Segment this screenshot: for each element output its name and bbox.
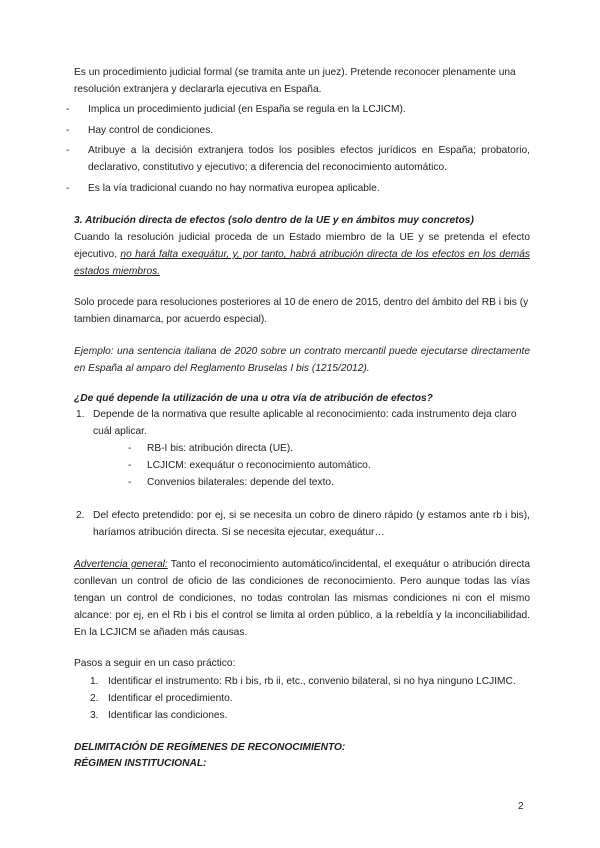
list-number: 1. [90, 676, 99, 687]
intro-bullet-3: Atribuye a la decisión extranjera todos los posibles efectos jurídicos en España; probatorio, declarativo, constitutivo y ejecutivo; a diferencia del reconocimiento automático. [88, 145, 530, 173]
intro-bullet-1: Implica un procedimiento judicial (en España se regula en la LCJICM). [88, 104, 406, 115]
sub-bullet-dash: - [128, 443, 132, 454]
page-number: 2 [518, 801, 524, 812]
question-item-2: Del efecto pretendido: por ej, si se necesita un cobro de dinero rápido (y estamos ante rb i bis), haríamos atribución directa. Si se necesita ejecutar, exequátur… [93, 510, 530, 538]
question-item-1: Depende de la normativa que resulte aplicable al reconocimiento: cada instrumento deja claro cuál aplicar. [93, 409, 517, 437]
step-item-1: Identificar el instrumento: Rb i bis, rb ii, etc., convenio bilateral, si no hya ninguno LCJIMC. [108, 676, 516, 687]
section3-heading: 3. Atribución directa de efectos (solo dentro de la UE y en ámbitos muy concretos) [74, 215, 474, 226]
intro-line-1: Es un procedimiento judicial formal (se tramita ante un juez). Pretende reconocer plenamente una [74, 67, 516, 78]
list-number: 1. [76, 409, 85, 420]
step-item-2: Identificar el procedimiento. [108, 693, 233, 704]
list-number: 3. [90, 710, 99, 721]
section3-paragraph-1 [74, 229, 530, 280]
intro-bullet-2: Hay control de condiciones. [88, 125, 214, 136]
steps-intro: Pasos a seguir en un caso práctico: [74, 658, 236, 669]
general-warning [74, 556, 530, 641]
section3-example: Ejemplo: una sentencia italiana de 2020 sobre un contrato mercantil puede ejecutarse directamente en España al amparo del Reglamento Bruselas I bis (1215/2012). [74, 346, 530, 374]
list-number: 2. [90, 693, 99, 704]
section3-p1-text: Cuando la resolución judicial proceda de un Estado miembro de la UE y se pretenda el efecto ejecutivo, [74, 232, 530, 260]
bullet-dash: - [66, 183, 70, 194]
regimes-heading: DELIMITACIÓN DE REGÍMENES DE RECONOCIMIENTO: [74, 742, 346, 753]
question-subitem-1: RB-I bis: atribución directa (UE). [147, 443, 294, 454]
step-item-3: Identificar las condiciones. [108, 710, 228, 721]
warning-label: Advertencia general: [74, 559, 168, 570]
institutional-regime-heading: RÉGIMEN INSTITUCIONAL: [74, 758, 207, 769]
bullet-dash: - [66, 125, 70, 136]
sub-bullet-dash: - [128, 477, 132, 488]
section3-p1-emphasis: no hará falta exequátur, y, por tanto, habrá atribución directa de los efectos en los demás estados miembros. [74, 249, 530, 277]
intro-line-2: resolución extranjera y declararla ejecutiva en España. [74, 84, 322, 95]
intro-bullet-4: Es la vía tradicional cuando no hay normativa europea aplicable. [88, 183, 380, 194]
bullet-dash: - [66, 104, 70, 115]
question-subitem-2: LCJICM: exequátur o reconocimiento automático. [147, 460, 371, 471]
question-heading: ¿De qué depende la utilización de una u otra vía de atribución de efectos? [74, 393, 433, 404]
question-subitem-3: Convenios bilaterales: depende del texto. [147, 477, 334, 488]
section3-paragraph-2: Solo procede para resoluciones posteriores al 10 de enero de 2015, dentro del ámbito del RB i bis (y tambien dinamarca, por acuerdo especial). [74, 297, 529, 325]
bullet-dash: - [66, 145, 70, 156]
sub-bullet-dash: - [128, 460, 132, 471]
list-number: 2. [76, 510, 85, 521]
warning-text: Tanto el reconocimiento automático/incidental, el exequátur o atribución directa conllevan un control de oficio de las condiciones de reconocimiento. Pero aunque todas las vías tengan un control de condiciones, no todas controlan las mismas condiciones ni con el mismo alcance: por ej, en el Rb i bis el control se limita al orden público, a la rebeldía y la inconciliabilidad. En la LCJICM se añaden más causas. [74, 559, 530, 638]
